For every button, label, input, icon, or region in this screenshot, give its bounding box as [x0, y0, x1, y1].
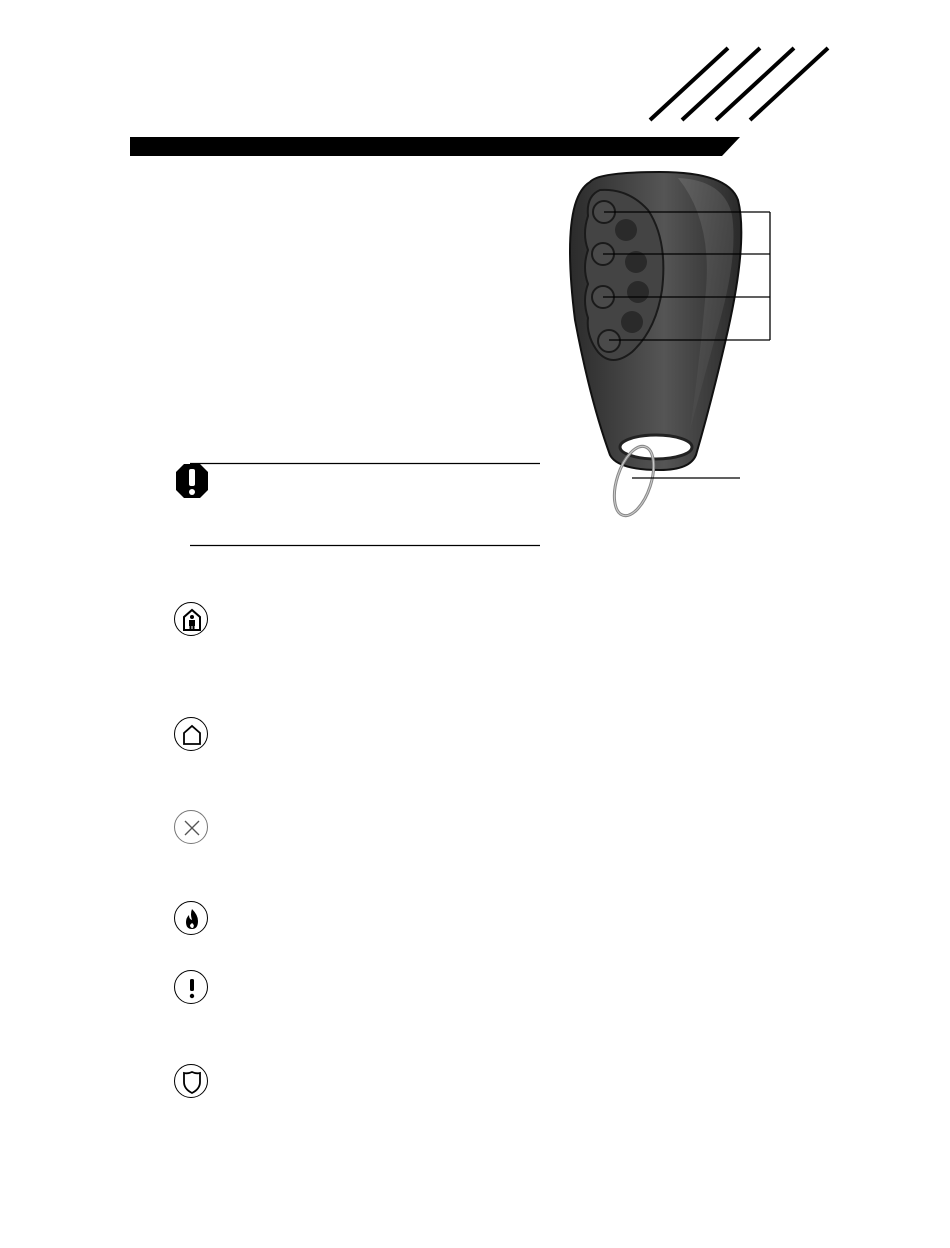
police-icon	[174, 1064, 208, 1098]
partial-arm-icon	[174, 602, 208, 636]
decorative-stripes	[650, 48, 828, 120]
disarm-icon	[174, 810, 208, 844]
away-arm-icon	[174, 717, 208, 751]
fire-icon	[174, 901, 208, 935]
remote-dark-button-3	[627, 281, 649, 303]
exclamation-icon	[174, 462, 210, 500]
notice-rule-bottom	[190, 544, 540, 547]
remote-dark-button-4	[621, 311, 643, 333]
panic-icon	[174, 970, 208, 1004]
remote-button-4	[598, 330, 620, 352]
remote-control-illustration	[560, 165, 790, 525]
keyring-hole	[620, 435, 692, 459]
notice-rule-top	[190, 462, 540, 465]
header-bar	[0, 0, 950, 170]
remote-dark-button-1	[615, 219, 637, 241]
